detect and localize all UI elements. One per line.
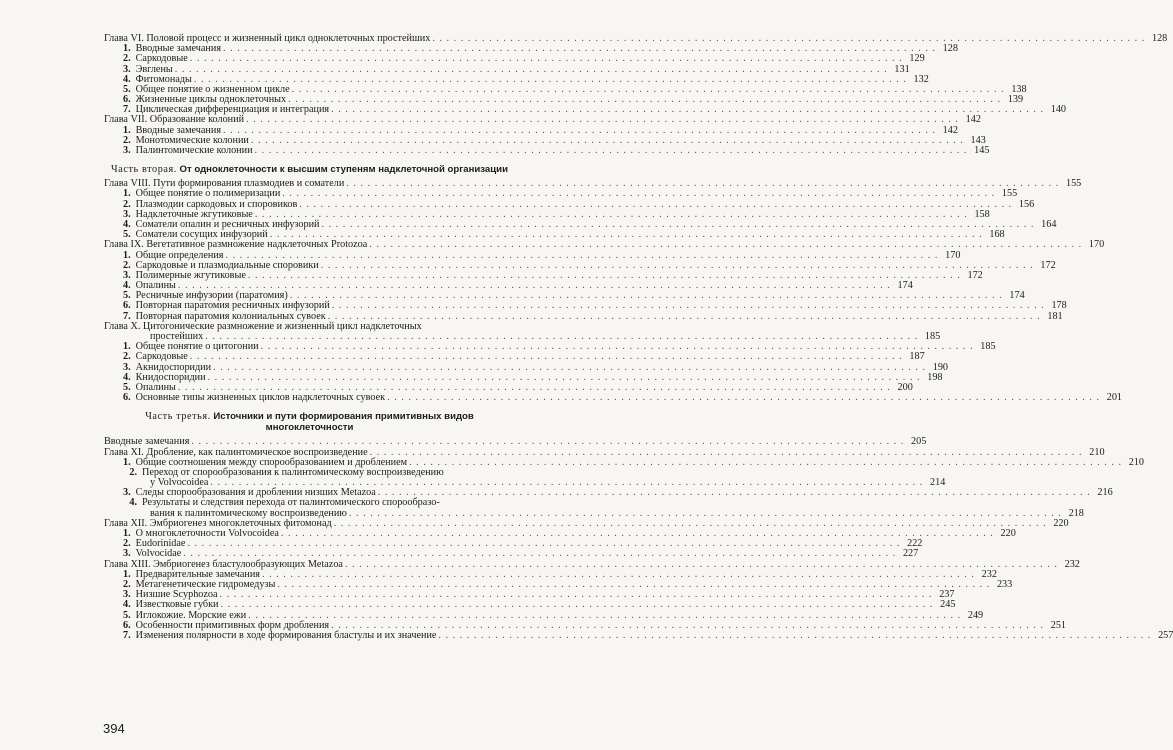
page-ref: 172: [967, 269, 983, 281]
entry-title: Монотомические колонии: [135, 134, 249, 146]
entry-title: Особенности примитивных форм дробления: [135, 619, 330, 631]
item-number: 2.: [129, 466, 137, 478]
section-entry: [104, 392, 1123, 404]
entry-title: Глава VI. Половой процесс и жизненный цикл одноклеточных простейших: [104, 32, 431, 44]
entry-title: Глава XII. Эмбриогенез многоклеточных фитомонад: [104, 517, 332, 529]
item-number: 3.: [123, 361, 131, 373]
item-number: 5.: [123, 609, 131, 621]
dot-leader: [255, 146, 968, 156]
part-heading: [104, 411, 515, 433]
page-ref: 155: [1001, 188, 1018, 200]
item-number: 1.: [123, 188, 131, 200]
item-number: 6.: [123, 619, 131, 631]
section-entry: [104, 145, 990, 157]
entry-title: Общие соотношения между спорообразованием и дроблением: [135, 456, 408, 468]
item-number: 5.: [123, 83, 131, 95]
entry-title: Вводные замечания: [135, 124, 222, 136]
page-ref: 132: [913, 73, 929, 85]
page-ref: 227: [902, 548, 919, 560]
dot-leader: [378, 488, 1091, 498]
entry-title: Соматели опалин и ресничных инфузорий: [135, 218, 320, 230]
part-label: Часть третья.: [145, 411, 211, 423]
entry-title: Надклеточные жгутиковые: [135, 208, 253, 220]
item-number: 6.: [123, 392, 131, 404]
item-number: 2.: [123, 351, 131, 363]
entry-title: Общее понятие о цитогонии: [135, 341, 259, 353]
item-number: 4.: [123, 280, 131, 292]
entry-title: Вводные замечания: [104, 436, 190, 448]
page-ref: 214: [930, 477, 946, 489]
page-ref: 164: [1041, 218, 1057, 230]
page-number: 394: [103, 721, 125, 736]
entry-title: Глава XI. Дробление, как палинтомическое воспроизведение: [104, 446, 368, 458]
entry-title: Volvocidae: [135, 548, 182, 560]
page-ref: 145: [974, 145, 990, 157]
item-number: 2.: [123, 134, 131, 146]
entry-title: Опалины: [135, 280, 176, 292]
part-title-text: Источники и пути формирования примитивных видов многоклеточности: [213, 411, 474, 434]
page-ref: 168: [989, 229, 1005, 241]
page-ref: 220: [1053, 517, 1069, 529]
page-ref: 174: [897, 280, 913, 292]
section-entry: [104, 629, 1173, 641]
item-number: 2.: [123, 538, 131, 550]
page-ref: 232: [1064, 558, 1080, 570]
item-number: 6.: [123, 94, 131, 106]
item-number: 4.: [123, 73, 131, 85]
item-number: 1.: [123, 528, 131, 540]
dot-leader: [328, 312, 1041, 322]
item-number: 3.: [123, 487, 131, 499]
page-ref: 129: [909, 53, 925, 65]
page-ref: 220: [1000, 528, 1016, 540]
entry-title: Общее понятие о жизненном цикле: [135, 83, 290, 95]
page-ref: 170: [945, 249, 961, 261]
entry-title: Повторная паратомия колониальных сувоек: [135, 310, 326, 322]
page-ref: 185: [980, 341, 996, 353]
entry-title: Полимерные жгутиковые: [135, 269, 246, 281]
page-ref: 139: [1007, 94, 1024, 106]
page-ref: 174: [1009, 290, 1025, 302]
entry-title: Эвглены: [135, 63, 173, 75]
entry-title: у Volvocoidea: [150, 477, 209, 489]
page-ref: 237: [939, 589, 955, 601]
page-ref: 128: [1151, 32, 1168, 44]
item-number: 1.: [123, 124, 131, 136]
entry-title: Глава XIII. Эмбриогенез бластулообразующих Metazoa: [104, 558, 343, 570]
item-number: 7.: [123, 310, 131, 322]
page-ref: 218: [1068, 507, 1084, 519]
entry-title: Повторная паратомия ресничных инфузорий: [135, 300, 330, 312]
page-ref: 131: [894, 63, 910, 75]
item-number: 2.: [123, 578, 131, 590]
entry-title: Соматели сосущих инфузорий: [135, 229, 268, 241]
dot-leader: [387, 393, 1100, 403]
item-number: 1.: [123, 43, 131, 55]
page-ref: 205: [911, 436, 927, 448]
item-number: 1.: [123, 341, 131, 353]
item-number: 7.: [123, 104, 131, 116]
page-ref: 187: [909, 351, 925, 363]
item-number: 1.: [123, 249, 131, 261]
part-title-text: От одноклеточности к высшим ступеням надклеточной организации: [179, 164, 508, 176]
page-ref: 138: [1011, 83, 1027, 95]
entry-title: Предварительные замечания: [135, 568, 260, 580]
entry-title: вания к палинтомическому воспроизведению: [150, 507, 347, 519]
entry-title: Переход от спорообразования к палинтомическому воспроизведению: [142, 466, 444, 478]
page-ref: 222: [907, 538, 923, 550]
entry-title: Опалины: [135, 381, 176, 393]
page-ref: 249: [967, 609, 984, 621]
page-ref: 178: [1051, 300, 1067, 312]
page-ref: 257: [1158, 629, 1173, 641]
entry-title: Палинтомические колонии: [135, 145, 253, 157]
entry-title: Саркодовые и плазмодиальные споровики: [135, 259, 319, 271]
entry-title: Глава VII. Образование колоний: [104, 114, 245, 126]
item-number: 4.: [123, 218, 131, 230]
page-ref: 251: [1050, 619, 1067, 631]
entry-title: Саркодовые: [135, 351, 188, 363]
part-heading: [104, 164, 515, 175]
table-of-contents: [104, 32, 1173, 641]
dot-leader: [438, 631, 1151, 641]
item-number: 3.: [123, 145, 131, 157]
page-ref: 210: [1089, 446, 1105, 458]
entry-title: Глава X. Цитогонические размножение и жизненный цикл надклеточных: [104, 320, 422, 332]
entry-title: Изменения полярности в ходе формирования бластулы и их значение: [135, 629, 437, 641]
item-number: 3.: [123, 589, 131, 601]
entry-title: Саркодовые: [135, 53, 188, 65]
page-ref: 198: [927, 371, 943, 383]
entry-title: Известковые губки: [135, 599, 219, 611]
page-ref: 155: [1065, 178, 1082, 190]
item-number: 7.: [123, 629, 131, 641]
item-number: 2.: [123, 259, 131, 271]
page-ref: 245: [940, 599, 956, 611]
entry-title: Метагенетические гидромедузы: [135, 578, 276, 590]
page-ref: 185: [924, 331, 941, 343]
page-ref: 201: [1106, 392, 1123, 404]
entry-title: Eudorinidae: [135, 538, 186, 550]
item-number: 4.: [123, 599, 131, 611]
page-ref: 181: [1047, 310, 1063, 322]
entry-title: О многоклеточности Volvocoidea: [135, 528, 279, 540]
page-ref: 216: [1097, 487, 1113, 499]
entry-title: простейших: [150, 331, 204, 343]
item-number: 6.: [123, 300, 131, 312]
page-ref: 200: [897, 381, 913, 393]
page-ref: 170: [1088, 239, 1105, 251]
page-ref: 210: [1128, 456, 1144, 468]
page-ref: 233: [996, 578, 1013, 590]
item-number: 5.: [123, 229, 131, 241]
page-ref: 190: [932, 361, 949, 373]
item-number: 3.: [123, 208, 131, 220]
page-ref: 142: [942, 124, 958, 136]
page-ref: 172: [1040, 259, 1056, 271]
entry-title: Следы спорообразования и дроблении низших Metazoa: [135, 487, 376, 499]
page-ref: 140: [1050, 104, 1067, 116]
entry-title: Иглокожие. Морские ежи: [135, 609, 247, 621]
item-number: 4.: [123, 371, 131, 383]
item-number: 2.: [123, 198, 131, 210]
item-number: 1.: [123, 456, 131, 468]
entry-title: Вводные замечания: [135, 43, 222, 55]
page-ref: 142: [965, 114, 981, 126]
entry-title: Книдоспоридии: [135, 371, 206, 383]
item-number: 1.: [123, 568, 131, 580]
item-number: 3.: [123, 269, 131, 281]
item-number: 3.: [123, 63, 131, 75]
entry-title: Ресничные инфузории (паратомия): [135, 290, 288, 302]
entry-title: Плазмодии саркодовых и споровиков: [135, 198, 298, 210]
item-number: 2.: [123, 53, 131, 65]
dot-leader: [409, 458, 1122, 468]
item-number: 4.: [129, 497, 137, 509]
item-number: 5.: [123, 290, 131, 302]
entry-title: Основные типы жизненных циклов надклеточных сувоек: [135, 392, 386, 404]
entry-title: Результаты и следствия перехода от палинтомического спорообразо-: [142, 497, 440, 509]
part-label: Часть вторая.: [111, 164, 177, 176]
item-number: 5.: [123, 381, 131, 393]
page-ref: 128: [942, 43, 958, 55]
page-ref: 158: [974, 208, 990, 220]
page-ref: 232: [981, 568, 997, 580]
item-number: 3.: [123, 548, 131, 560]
entry-title: Фитомонады: [135, 73, 192, 85]
entry-title: Циклическая дифференциация и интеграция: [135, 104, 330, 116]
entry-title: Низшие Scyphozoa: [135, 589, 218, 601]
page-ref: 143: [970, 134, 986, 146]
entry-title: Глава IX. Вегетативное размножение надклеточных Protozoa: [104, 239, 368, 251]
entry-title: Глава VIII. Пути формирования плазмодиев и соматели: [104, 178, 345, 190]
entry-title: Акнидоспоридии: [135, 361, 212, 373]
entry-title: Общее понятие о полимеризации: [135, 188, 281, 200]
entry-title: Жизненные циклы одноклеточных: [135, 94, 287, 106]
page-ref: 156: [1018, 198, 1035, 210]
entry-title: Общие определения: [135, 249, 224, 261]
